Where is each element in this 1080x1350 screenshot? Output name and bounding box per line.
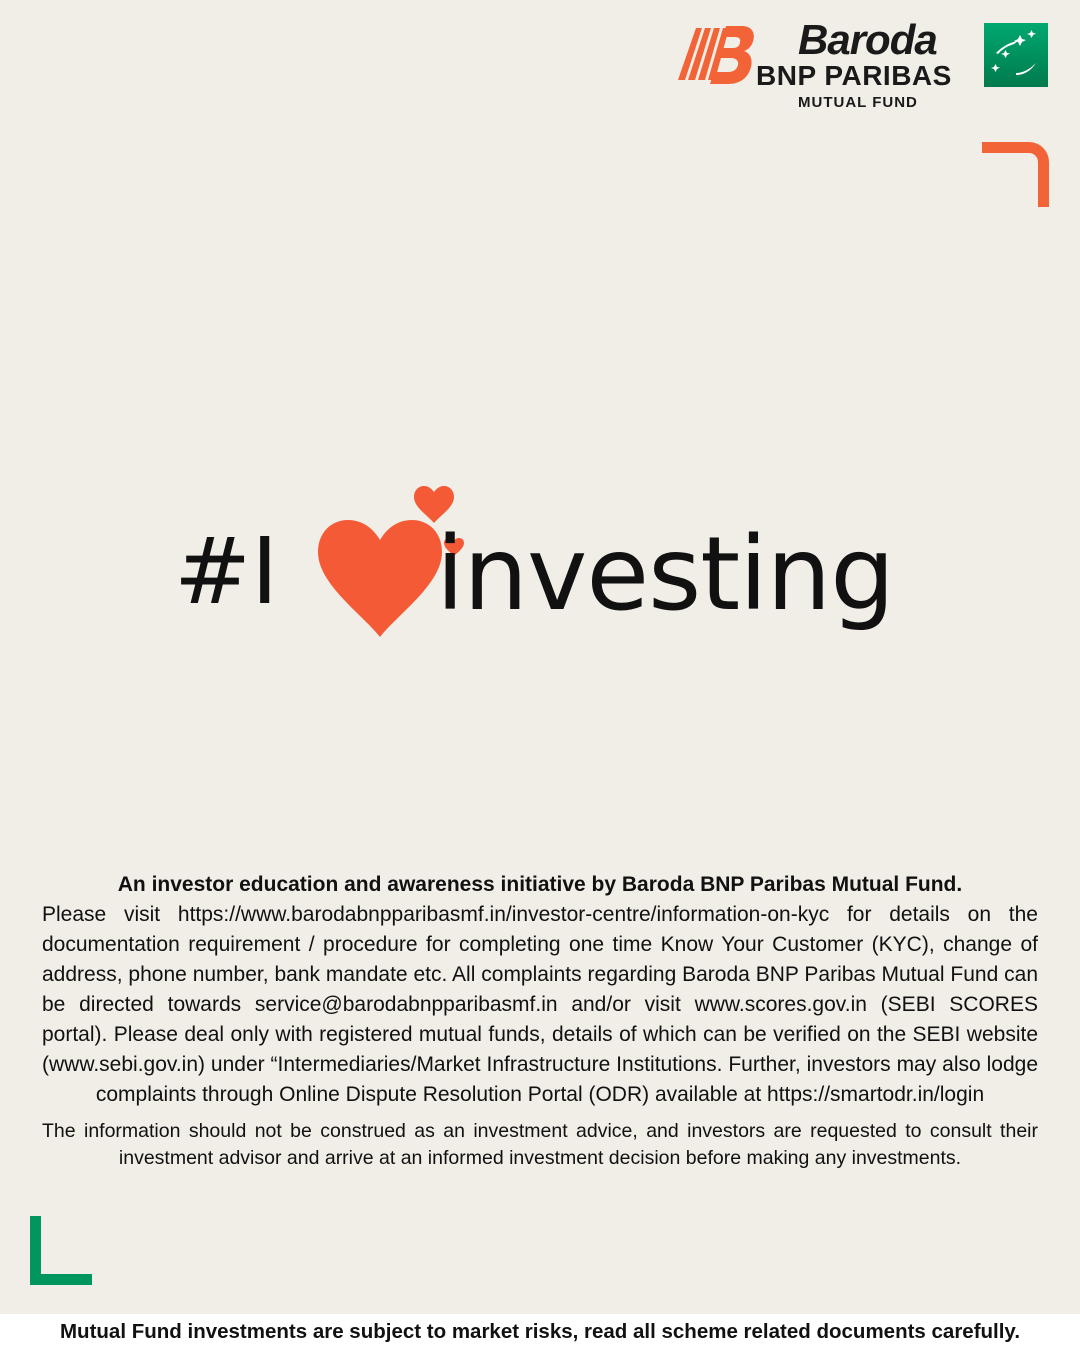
footer-bar — [0, 1314, 1080, 1350]
headline-word: investing — [436, 515, 894, 634]
baroda-b-icon — [676, 22, 756, 92]
brand-name-bnp-paribas: BNP PARIBAS — [756, 60, 952, 91]
bnp-stars-icon — [984, 23, 1048, 87]
corner-bracket-top-right — [982, 142, 1049, 207]
headline — [170, 480, 930, 670]
brand-name-mutual-fund: MUTUAL FUND — [798, 94, 918, 111]
disclaimer-note: The information should not be construed as an investment advice, and investors are requested to consult their investment advisor and arrive at an informed investment decision before making any investments. — [42, 1120, 1038, 1169]
disclaimer — [42, 870, 1038, 1172]
brand-name-baroda: Baroda — [798, 16, 937, 63]
disclaimer-body: Please visit https://www.barodabnpparibasmf.in/investor-centre/information-on-kyc for details on the documentation requirement / procedure for completing one time Know Your Customer (KYC), change of address, phone number, bank mandate etc. All complaints regarding Baroda BNP Paribas Mutual Fund can be directed towards service@barodabnpparibasmf.in and/or visit www.scores.gov.in (SEBI SCORES portal). Please deal only with registered mutual funds, details of which can be verified on the SEBI website (www.sebi.gov.in) under “Intermediaries/Market Infrastructure Institutions. Further, investors may also lodge complaints through Online Dispute Resolution Portal (ODR) available at https://smartodr.in/login — [42, 903, 1038, 1106]
disclaimer-title: An investor education and awareness initiative by Baroda BNP Paribas Mutual Fund. — [117, 873, 963, 896]
corner-bracket-bottom-left — [30, 1216, 92, 1285]
brand-logo — [676, 16, 1052, 115]
headline-prefix: #I — [174, 518, 279, 625]
market-risk-disclaimer: Mutual Fund investments are subject to market risks, read all scheme related documents carefully. — [59, 1320, 1021, 1343]
